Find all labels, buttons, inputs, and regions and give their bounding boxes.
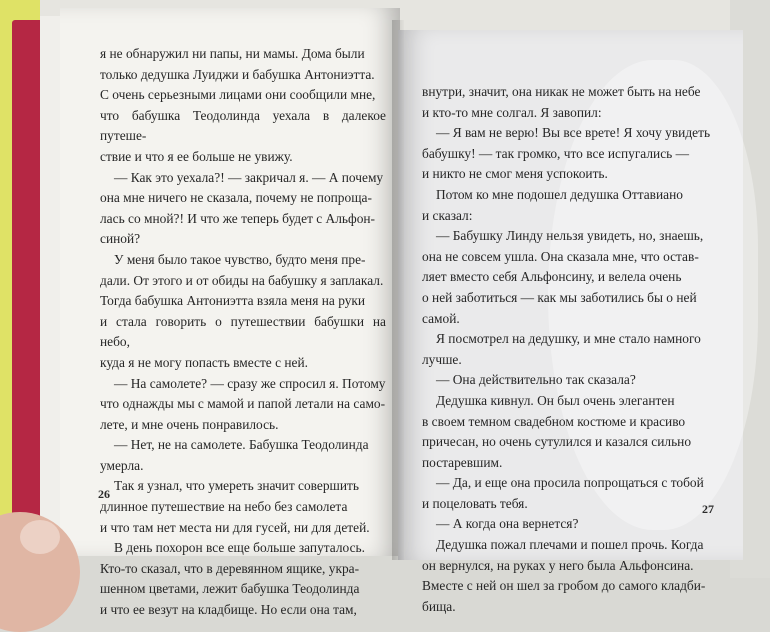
text-line: длинное путешествие на небо без самолета xyxy=(100,499,348,515)
text-line: — Как это уехала?! — закричал я. — А почему xyxy=(114,169,384,185)
text-line: лучше. xyxy=(422,351,462,367)
text-line: и что там нет места ни для гусей, ни для детей. xyxy=(100,519,370,535)
text-line: В день похорон все еще больше запуталось. xyxy=(114,540,365,556)
text-line: о ней заботиться — как мы заботились бы о ней xyxy=(422,289,697,305)
text-line: и сказал: xyxy=(422,207,473,223)
text-line: — Нет, не на самолете. Бабушка Теодолинда xyxy=(114,437,369,453)
text-line: С очень серьезными лицами они сообщили мне, xyxy=(100,87,376,103)
text-line: Дедушка кивнул. Он был очень элегантен xyxy=(436,392,675,408)
text-line: бища. xyxy=(422,598,456,614)
left-page-number: 26 xyxy=(98,487,110,501)
text-line: синой? xyxy=(100,231,141,247)
text-line: — Она действительно так сказала? xyxy=(436,372,636,388)
text-line: лете, и мне очень понравилось. xyxy=(100,416,279,432)
text-line: что однажды мы с мамой и папой летали на само- xyxy=(100,396,386,412)
text-line: Потом ко мне подошел дедушка Оттавиано xyxy=(436,186,683,202)
text-line: шенном цветами, лежит бабушка Теодолинда xyxy=(100,581,360,597)
text-line: ствие и что я ее больше не увижу. xyxy=(100,148,293,164)
text-line: — Я вам не верю! Вы все врете! Я хочу увидеть xyxy=(436,125,711,141)
text-line: внутри, значит, она никак не может быть на небе xyxy=(422,84,701,99)
text-line: Кто-то сказал, что в деревянном ящике, укра- xyxy=(100,560,360,576)
text-line: и что ее везут на кладбище. Но если она там, xyxy=(100,602,357,618)
text-line: в своем темном свадебном костюме и красиво xyxy=(422,413,686,429)
book-gutter xyxy=(392,20,404,560)
text-line: Тогда бабушка Антониэтта взяла меня на руки xyxy=(100,293,366,309)
text-line: Дедушка пожал плечами и пошел прочь. Когда xyxy=(436,537,704,553)
text-line: дали. От этого и от обиды на бабушку я заплакал. xyxy=(100,272,384,288)
text-line: У меня было такое чувство, будто меня пре- xyxy=(114,251,366,267)
text-line: самой. xyxy=(422,310,460,326)
text-line: умерла. xyxy=(100,457,144,473)
text-line: и поцеловать тебя. xyxy=(422,495,528,511)
text-line: и стала говорить о путешествии бабушки на небо, xyxy=(100,313,386,350)
text-line: я не обнаружил ни папы, ни мамы. Дома были xyxy=(100,46,365,61)
text-line: постаревшим. xyxy=(422,454,503,470)
right-page-text xyxy=(422,82,714,617)
text-line: что бабушка Теодолинда уехала в далекое путеше- xyxy=(100,107,386,144)
text-line: — На самолете? — сразу же спросил я. Потому xyxy=(114,375,386,391)
text-line: он вернулся, на руках у него была Альфонсина. xyxy=(422,557,694,573)
text-line: только дедушка Луиджи и бабушка Антониэтта. xyxy=(100,66,375,82)
text-line: и никто не смог меня успокоить. xyxy=(422,166,608,182)
text-line: Вместе с ней он шел за гробом до самого кладби- xyxy=(422,578,706,594)
text-line: и кто-то мне солгал. Я завопил: xyxy=(422,104,602,120)
text-line: лась со мной?! И что же теперь будет с Альфон- xyxy=(100,210,376,226)
right-page-number: 27 xyxy=(702,502,714,516)
text-line: Я посмотрел на дедушку, и мне стало намного xyxy=(436,331,701,347)
thumb-nail xyxy=(20,520,60,554)
text-line: куда я не могу попасть вместе с ней. xyxy=(100,354,309,370)
text-line: она мне ничего не сказала, почему не попроща- xyxy=(100,190,372,206)
text-line: Так я узнал, что умереть значит совершить xyxy=(114,478,359,494)
text-line: — Да, и еще она просила попрощаться с тобой xyxy=(436,475,704,491)
text-line: — А когда она вернется? xyxy=(436,516,579,532)
text-line: бабушку! — так громко, что все испугались — xyxy=(422,145,690,161)
text-line: — Бабушку Линду нельзя увидеть, но, знаешь, xyxy=(436,228,704,244)
left-page-text xyxy=(100,44,386,621)
text-line: причесан, но очень сутулился и казался сильно xyxy=(422,434,692,450)
text-line: она не совсем ушла. Она сказала мне, что остав- xyxy=(422,248,699,264)
text-line: ляет вместо себя Альфонсину, и велела очень xyxy=(422,269,682,285)
